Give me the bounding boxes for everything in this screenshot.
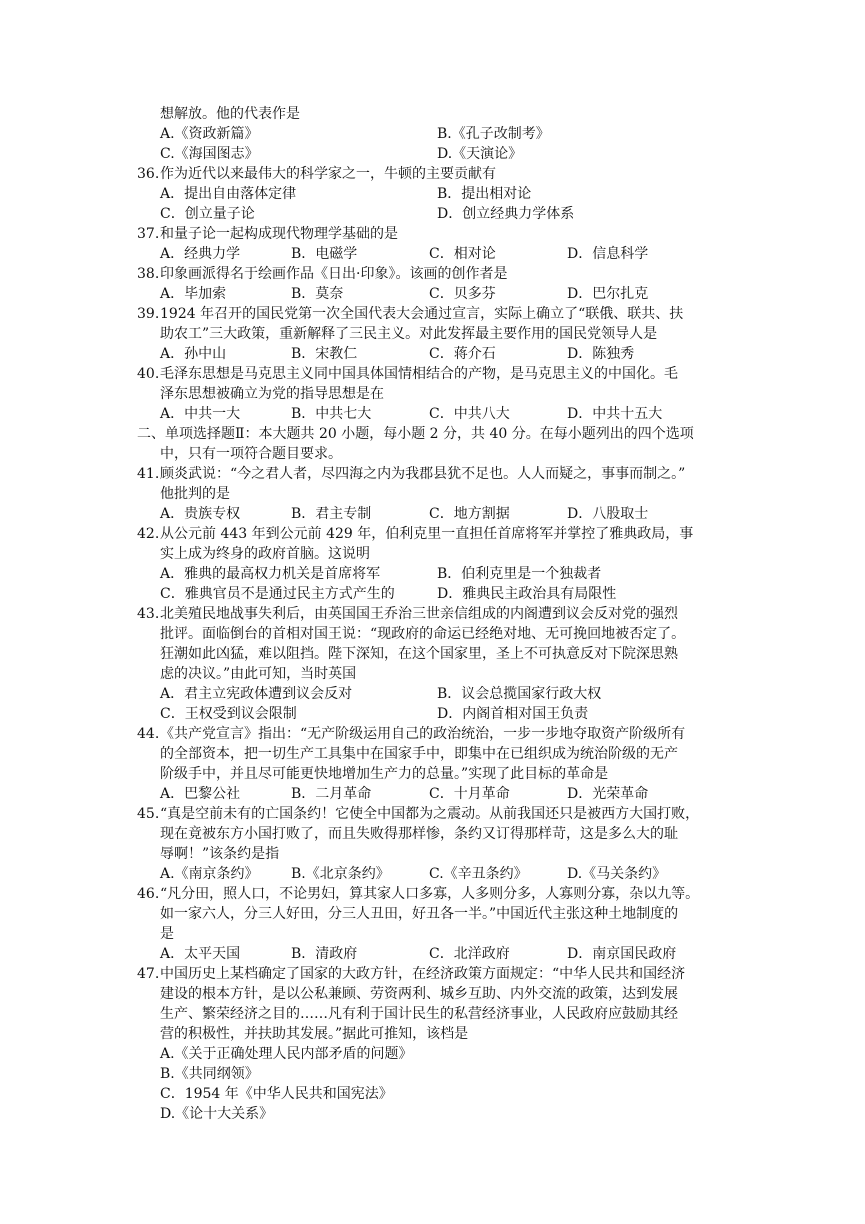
q42-option-d: D．雅典民主政治具有局限性 (437, 586, 617, 602)
q47-option-a: A.《关于正确处理人民内部矛盾的问题》 (160, 1046, 413, 1062)
q47-stem-line-4: 营的积极性，并扶助其发展。”据此可推知，该档是 (160, 1026, 469, 1042)
q41-option-c: C．地方割据 (429, 506, 510, 522)
q43-option-b: B．议会总揽国家行政大权 (437, 686, 602, 702)
q40-stem-line-2: 泽东思想被确立为党的指导思想是在 (160, 386, 384, 402)
q37-option-c: C．相对论 (429, 246, 496, 262)
q47-option-b: B.《共同纲领》 (160, 1066, 259, 1082)
q36-number: 36. (137, 166, 160, 182)
q40-option-c: C．中共八大 (429, 406, 510, 422)
q40-option-b: B．中共七大 (291, 406, 372, 422)
q43-stem-line-3: 狂潮如此凶猛，难以阻挡。陛下深知，在这个国家里，圣上不可执意反对下院深思熟 (160, 646, 678, 662)
q38-stem: 印象画派得名于绘画作品《日出·印象》。该画的创作者是 (160, 266, 508, 282)
q44-option-d: D．光荣革命 (567, 786, 649, 802)
q46-option-b: B．清政府 (291, 946, 358, 962)
q39-stem-line-2: 助农工”三大政策，重新解释了三民主义。对此发挥最主要作用的国民党领导人是 (160, 326, 658, 342)
q41-option-b: B．君主专制 (291, 506, 372, 522)
q44-option-b: B．二月革命 (291, 786, 372, 802)
q43-number: 43. (137, 606, 160, 622)
q45-option-c: C.《辛丑条约》 (429, 866, 528, 882)
q44-option-c: C．十月革命 (429, 786, 510, 802)
q45-stem-line-3: 辱啊！”该条约是指 (160, 846, 280, 862)
q46-option-c: C．北洋政府 (429, 946, 510, 962)
q44-option-a: A．巴黎公社 (160, 786, 241, 802)
q39-stem-line-1: 1924 年召开的国民党第一次全国代表大会通过宣言，实际上确立了“联俄、联共、扶 (160, 306, 684, 322)
q36-stem: 作为近代以来最伟大的科学家之一，牛顿的主要贡献有 (160, 166, 496, 182)
q36-option-c: C．创立量子论 (160, 206, 255, 222)
q43-stem-line-2: 批评。面临倒台的首相对国王说：“现政府的命运已经绝对地、无可挽回地被否定了。 (160, 626, 686, 642)
q47-stem-line-2: 建设的根本方针，是以公私兼顾、劳资两利、城乡互助、内外交流的政策，达到发展 (160, 986, 678, 1002)
q36-option-d: D．创立经典力学体系 (437, 206, 575, 222)
q45-stem-line-1: “真是空前未有的亡国条约！它使全中国都为之震动。从前我国还只是被西方大国打败， (160, 806, 700, 822)
q45-option-b: B.《北京条约》 (291, 866, 390, 882)
q46-stem-line-3: 是 (160, 926, 174, 942)
q45-option-d: D.《马关条约》 (567, 866, 667, 882)
q38-number: 38. (137, 266, 160, 282)
q37-stem: 和量子论一起构成现代物理学基础的是 (160, 226, 398, 242)
q46-number: 46. (137, 886, 160, 902)
q38-option-b: B．莫奈 (291, 286, 344, 302)
q35-option-a: A.《资政新篇》 (160, 126, 259, 142)
q35-option-c: C.《海国图志》 (160, 146, 259, 162)
q46-option-a: A．太平天国 (160, 946, 241, 962)
q46-stem-line-1: “凡分田，照人口，不论男妇，算其家人口多寡，人多则分多，人寡则分寡，杂以九等。 (160, 886, 700, 902)
q42-number: 42. (137, 526, 160, 542)
q38-option-d: D．巴尔扎克 (567, 286, 649, 302)
q43-option-c: C．王权受到议会限制 (160, 706, 297, 722)
q45-stem-line-2: 现在竟被东方小国打败了，而且失败得那样惨，条约又订得那样苛，这是多么大的耻 (160, 826, 678, 842)
q39-option-d: D．陈独秀 (567, 346, 635, 362)
q42-option-c: C．雅典官员不是通过民主方式产生的 (160, 586, 395, 602)
q46-stem-line-2: 如一家六人，分三人好田，分三人丑田，好丑各一半。”中国近代主张这种土地制度的 (160, 906, 679, 922)
q47-stem-line-1: 中国历史上某档确定了国家的大政方针，在经济政策方面规定：“中华人民共和国经济 (160, 966, 686, 982)
q44-stem-line-3: 阶级手中，并且尽可能更快地增加生产力的总量。”实现了此目标的革命是 (160, 766, 609, 782)
q40-number: 40. (137, 366, 160, 382)
q44-stem-line-1: 《共产党宣言》指出：“无产阶级运用自己的政治统治，一步一步地夺取资产阶级所有 (160, 726, 686, 742)
q40-option-a: A．中共一大 (160, 406, 241, 422)
q43-option-d: D．内阁首相对国王负责 (437, 706, 589, 722)
q43-stem-line-4: 虑的决议。”由此可知，当时英国 (160, 666, 357, 682)
q41-stem-line-2: 他批判的是 (160, 486, 230, 502)
q44-number: 44. (137, 726, 160, 742)
q42-stem-line-1: 从公元前 443 年到公元前 429 年，伯利克里一直担任首席将军并掌控了雅典政局，事 (160, 526, 694, 542)
q39-number: 39. (137, 306, 160, 322)
q41-number: 41. (137, 466, 160, 482)
q35-option-b: B.《孔子改制考》 (437, 126, 550, 142)
q37-option-d: D．信息科学 (567, 246, 649, 262)
q39-option-b: B．宋教仁 (291, 346, 358, 362)
q42-stem-line-2: 实上成为终身的政府首脑。这说明 (160, 546, 370, 562)
q36-option-a: A．提出自由落体定律 (160, 186, 297, 202)
q47-number: 47. (137, 966, 160, 982)
q35-option-d: D.《天演论》 (437, 146, 523, 162)
q47-option-c: C．1954 年《中华人民共和国宪法》 (160, 1086, 393, 1102)
q39-option-c: C．蒋介石 (429, 346, 496, 362)
section-heading-line-1: 二、单项选择题Ⅱ：本大题共 20 小题，每小题 2 分，共 40 分。在每小题列出的四个选项 (137, 426, 694, 442)
q43-option-a: A．君主立宪政体遭到议会反对 (160, 686, 353, 702)
q38-option-a: A．毕加索 (160, 286, 227, 302)
q37-option-b: B．电磁学 (291, 246, 358, 262)
q41-stem-line-1: 顾炎武说：“今之君人者，尽四海之内为我郡县犹不足也。人人而疑之，事事而制之。” (160, 466, 686, 482)
q46-option-d: D．南京国民政府 (567, 946, 677, 962)
q36-option-b: B．提出相对论 (437, 186, 532, 202)
q35-stem-tail: 想解放。他的代表作是 (160, 106, 300, 122)
q42-option-b: B．伯利克里是一个独裁者 (437, 566, 602, 582)
q41-option-d: D．八股取士 (567, 506, 649, 522)
q38-option-c: C．贝多芬 (429, 286, 496, 302)
q43-stem-line-1: 北美殖民地战事失利后，由英国国王乔治三世亲信组成的内阁遭到议会反对党的强烈 (160, 606, 678, 622)
q37-number: 37. (137, 226, 160, 242)
q45-number: 45. (137, 806, 160, 822)
q39-option-a: A．孙中山 (160, 346, 227, 362)
q47-stem-line-3: 生产、繁荣经济之目的……凡有利于国计民生的私营经济事业，人民政府应鼓励其经 (160, 1006, 678, 1022)
q47-option-d: D.《论十大关系》 (160, 1106, 274, 1122)
q40-option-d: D．中共十五大 (567, 406, 663, 422)
q40-stem-line-1: 毛泽东思想是马克思主义同中国具体国情相结合的产物，是马克思主义的中国化。毛 (160, 366, 678, 382)
q41-option-a: A．贵族专权 (160, 506, 241, 522)
q37-option-a: A．经典力学 (160, 246, 241, 262)
q44-stem-line-2: 的全部资本，把一切生产工具集中在国家手中，即集中在已组织成为统治阶级的无产 (160, 746, 678, 762)
q45-option-a: A.《南京条约》 (160, 866, 259, 882)
q42-option-a: A．雅典的最高权力机关是首席将军 (160, 566, 381, 582)
section-heading-line-2: 中，只有一项符合题目要求。 (160, 446, 342, 462)
